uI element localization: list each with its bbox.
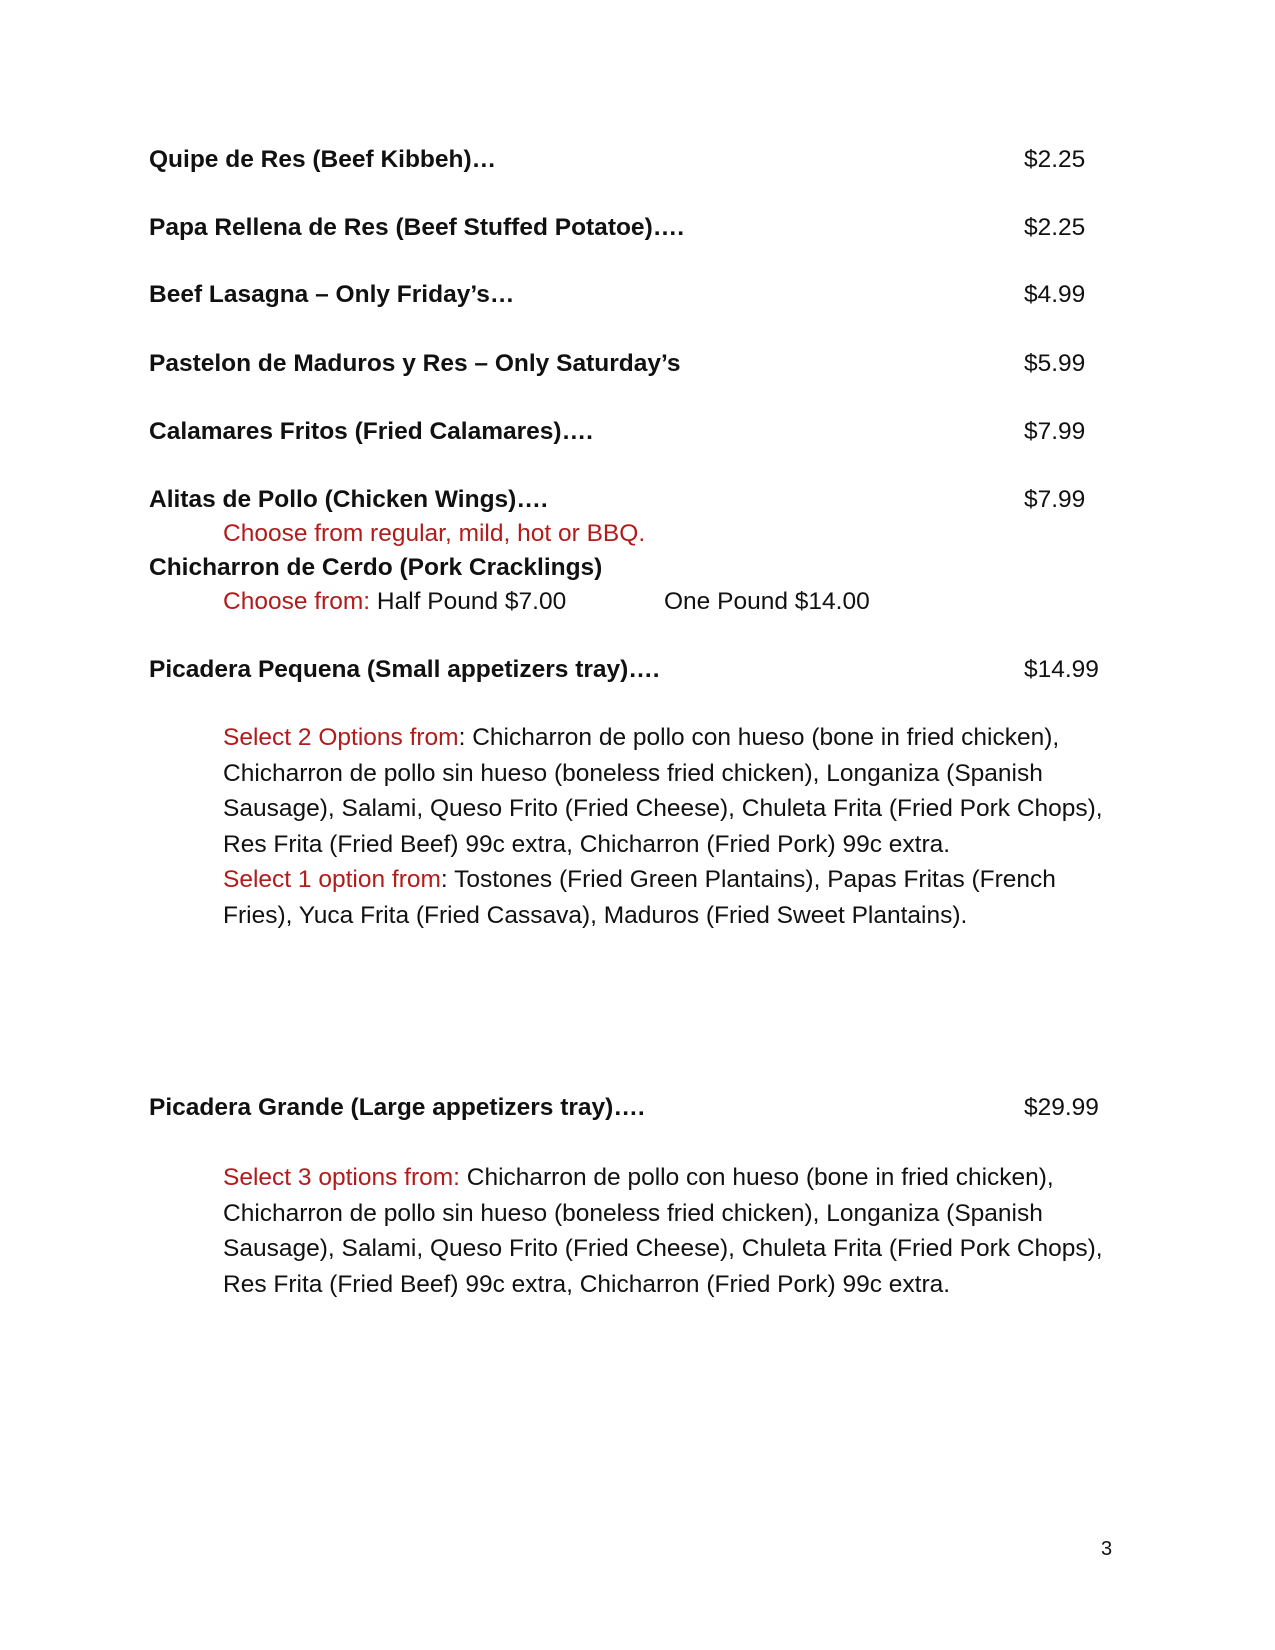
- menu-item-picadera-grande: [149, 1091, 1109, 1125]
- menu-item-name: Beef Lasagna – Only Friday’s…: [149, 281, 515, 308]
- option-half-pound: Half Pound $7.00: [376, 588, 567, 615]
- menu-item-price: $29.99: [1024, 1094, 1099, 1121]
- select-label: Select 2 Options from: [223, 724, 459, 751]
- select-label: Select 1 option from: [223, 866, 441, 893]
- menu-item-picadera-pequena: [149, 653, 1109, 687]
- menu-item-alitas: [149, 483, 1109, 517]
- menu-item-name: Alitas de Pollo (Chicken Wings)….: [149, 486, 548, 513]
- menu-item-options: [223, 585, 566, 619]
- menu-item-quipe: [149, 143, 1109, 177]
- menu-item-name: Chicharron de Cerdo (Pork Cracklings): [149, 554, 603, 581]
- option-one-pound: One Pound $14.00: [664, 588, 870, 615]
- page-number: 3: [1101, 1538, 1113, 1560]
- menu-item-price: $7.99: [1024, 418, 1086, 445]
- menu-item-price: $14.99: [1024, 656, 1099, 683]
- menu-item-name: Calamares Fritos (Fried Calamares)….: [149, 418, 593, 445]
- menu-item-beef-lasagna: [149, 278, 1109, 312]
- select-options-text: : Tostones (Fried Green Plantains), Papas Fritas (French Fries), Yuca Frita (Fried Cassava), Maduros (Fried Sweet Plantains).: [223, 866, 1056, 929]
- select-label: Select 3 options from:: [223, 1164, 460, 1191]
- menu-item-note: Choose from regular, mild, hot or BBQ.: [223, 520, 646, 547]
- select-options-text: Chicharron de pollo con hueso (bone in fried chicken), Chicharron de pollo sin hueso (boneless fried chicken), Longaniza (Spanish Sausage), Salami, Queso Frito (Fried Cheese), Chuleta Frita (Fried Pork Chops), Res Frita (Fried Beef) 99c extra, Chicharron (Fried Pork) 99c extra.: [223, 1164, 1103, 1298]
- menu-item-name: Pastelon de Maduros y Res – Only Saturday’s: [149, 350, 681, 377]
- menu-item-chicharron-cerdo: [149, 551, 1109, 585]
- menu-item-price: $5.99: [1024, 350, 1086, 377]
- menu-item-name: Quipe de Res (Beef Kibbeh)…: [149, 146, 497, 173]
- menu-item-description: [223, 720, 1123, 933]
- menu-item-price: $2.25: [1024, 146, 1086, 173]
- menu-item-name: Picadera Pequena (Small appetizers tray)….: [149, 656, 660, 683]
- menu-item-calamares: [149, 415, 1109, 449]
- menu-item-price: $4.99: [1024, 281, 1086, 308]
- menu-item-price: $2.25: [1024, 214, 1086, 241]
- options-prefix: Choose from:: [223, 588, 371, 615]
- menu-item-name: Picadera Grande (Large appetizers tray)….: [149, 1094, 645, 1121]
- menu-item-pastelon: [149, 347, 1109, 381]
- menu-item-description: [223, 1160, 1123, 1302]
- menu-item-papa-rellena: [149, 211, 1109, 245]
- menu-item-price: $7.99: [1024, 486, 1086, 513]
- select-options-text: : Chicharron de pollo con hueso (bone in fried chicken), Chicharron de pollo sin hueso (boneless fried chicken), Longaniza (Spanish Sausage), Salami, Queso Frito (Fried Cheese), Chuleta Frita (Fried Pork Chops), Res Frita (Fried Beef) 99c extra, Chicharron (Fried Pork) 99c extra.: [223, 724, 1103, 858]
- menu-item-name: Papa Rellena de Res (Beef Stuffed Potatoe)….: [149, 214, 685, 241]
